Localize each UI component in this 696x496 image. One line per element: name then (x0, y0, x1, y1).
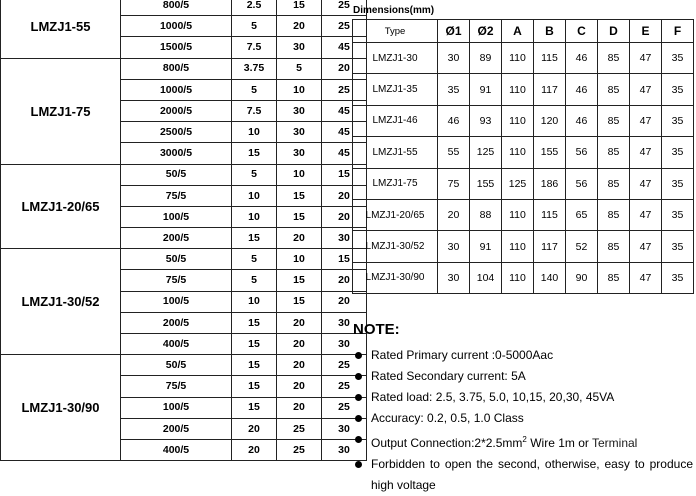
note-title: NOTE: (353, 321, 400, 338)
dimensions-cell: 47 (630, 105, 662, 136)
dimensions-cell: 186 (534, 168, 566, 199)
ratings-cell: 15 (322, 164, 367, 185)
ratings-cell: 20 (277, 334, 322, 355)
ratings-cell: 25 (322, 79, 367, 100)
ratings-cell: 100/5 (121, 206, 232, 227)
model-cell: LMZJ1-30/52 (1, 249, 121, 355)
dimensions-row (353, 74, 694, 105)
ratings-cell: 15 (277, 185, 322, 206)
ratings-cell: 15 (322, 249, 367, 270)
dimensions-cell: 65 (566, 199, 598, 230)
dimensions-cell: 35 (662, 74, 694, 105)
ratings-cell: 10 (232, 291, 277, 312)
ratings-cell: 25 (322, 16, 367, 37)
dimensions-cell: 85 (598, 168, 630, 199)
dimensions-cell: 125 (470, 137, 502, 168)
ratings-cell: 20 (277, 376, 322, 397)
ratings-cell: 800/5 (121, 58, 232, 79)
ratings-cell: 5 (232, 79, 277, 100)
dimensions-cell: 35 (662, 168, 694, 199)
model-cell: LMZJ1-20/65 (1, 164, 121, 249)
ratings-cell: 30 (277, 143, 322, 164)
ratings-cell: 20 (232, 439, 277, 460)
bullet-icon (355, 394, 362, 401)
dimensions-header-cell: F (662, 20, 694, 43)
note-list (353, 345, 693, 496)
dimensions-cell: 104 (470, 262, 502, 293)
ratings-cell: 15 (232, 228, 277, 249)
ratings-cell: 50/5 (121, 249, 232, 270)
dimensions-cell: 56 (566, 137, 598, 168)
ratings-cell: 30 (322, 418, 367, 439)
dimensions-cell: 110 (502, 105, 534, 136)
dimensions-cell: LMZJ1-30/90 (353, 262, 438, 293)
ratings-table (0, 0, 367, 461)
ratings-cell: 10 (232, 122, 277, 143)
dimensions-cell: LMZJ1-30 (353, 43, 438, 74)
dimensions-row (353, 262, 694, 293)
dimensions-cell: 117 (534, 74, 566, 105)
dimensions-cell: 75 (438, 168, 470, 199)
ratings-cell: 1000/5 (121, 79, 232, 100)
dimensions-cell: 30 (438, 43, 470, 74)
note-item-output: Output $Connection:2*2.5mm^2$ Wire 1m or Terminal (353, 429, 693, 454)
ratings-cell: 400/5 (121, 334, 232, 355)
dimensions-cell: 155 (534, 137, 566, 168)
dimensions-header-cell: A (502, 20, 534, 43)
dimensions-cell: 85 (598, 199, 630, 230)
ratings-cell: 50/5 (121, 164, 232, 185)
dimensions-cell: 52 (566, 231, 598, 262)
ratings-cell: 3.75 (232, 58, 277, 79)
dimensions-cell: 93 (470, 105, 502, 136)
model-cell: LMZJ1-30/90 (1, 355, 121, 461)
ratings-cell: 30 (322, 228, 367, 249)
dimensions-header-cell: Ø1 (438, 20, 470, 43)
dimensions-row (353, 43, 694, 74)
ratings-cell: 45 (322, 122, 367, 143)
note-item: Rated Primary current :0-5000Aac (353, 345, 693, 366)
dimensions-cell: 47 (630, 137, 662, 168)
ratings-cell: 20 (322, 58, 367, 79)
dimensions-row (353, 231, 694, 262)
dimensions-cell: 46 (438, 105, 470, 136)
ratings-cell: 25 (322, 376, 367, 397)
ratings-cell: 5 (232, 249, 277, 270)
ratings-cell: 2.5 (232, 0, 277, 16)
dimensions-cell: 46 (566, 74, 598, 105)
bullet-icon (355, 461, 362, 468)
dimensions-cell: 35 (662, 199, 694, 230)
ratings-cell: 30 (322, 312, 367, 333)
bullet-icon (355, 373, 362, 380)
ratings-cell: 15 (232, 312, 277, 333)
dimensions-cell: 91 (470, 74, 502, 105)
ratings-cell: 25 (322, 355, 367, 376)
bullet-icon (355, 436, 362, 443)
dimensions-cell: 35 (662, 43, 694, 74)
dimensions-cell: 115 (534, 43, 566, 74)
ratings-cell: 200/5 (121, 312, 232, 333)
ratings-cell: 75/5 (121, 185, 232, 206)
ratings-cell: 15 (232, 397, 277, 418)
ratings-cell: 5 (277, 58, 322, 79)
dimensions-cell: 56 (566, 168, 598, 199)
ratings-cell: 10 (277, 164, 322, 185)
dimensions-row (353, 168, 694, 199)
dimensions-header-row (353, 20, 694, 43)
ratings-cell: 10 (277, 79, 322, 100)
ratings-cell: 3000/5 (121, 143, 232, 164)
dimensions-header-cell: Ø2 (470, 20, 502, 43)
dimensions-row (353, 137, 694, 168)
dimensions-cell: 47 (630, 199, 662, 230)
ratings-cell: 45 (322, 100, 367, 121)
ratings-cell: 5 (232, 16, 277, 37)
dimensions-cell: 35 (662, 137, 694, 168)
dimensions-cell: 35 (438, 74, 470, 105)
dimensions-row (353, 105, 694, 136)
dimensions-cell: 110 (502, 74, 534, 105)
ratings-cell: 30 (322, 439, 367, 460)
dimensions-cell: 35 (662, 262, 694, 293)
ratings-row (1, 0, 367, 16)
ratings-cell: 20 (277, 16, 322, 37)
dimensions-cell: 110 (502, 43, 534, 74)
model-cell: LMZJ1-75 (1, 58, 121, 164)
dimensions-cell: 20 (438, 199, 470, 230)
dimensions-cell: 47 (630, 231, 662, 262)
ratings-cell: 15 (232, 334, 277, 355)
ratings-cell: 10 (277, 249, 322, 270)
dimensions-cell: 85 (598, 262, 630, 293)
dimensions-cell: 85 (598, 43, 630, 74)
dimensions-row (353, 199, 694, 230)
ratings-row (1, 355, 367, 376)
dimensions-cell: LMZJ1-30/52 (353, 231, 438, 262)
dimensions-cell: 110 (502, 137, 534, 168)
ratings-cell: 800/5 (121, 0, 232, 16)
ratings-cell: 30 (322, 334, 367, 355)
dimensions-cell: 55 (438, 137, 470, 168)
ratings-cell: 25 (277, 418, 322, 439)
dimensions-cell: LMZJ1-46 (353, 105, 438, 136)
ratings-cell: 20 (277, 228, 322, 249)
ratings-cell: 200/5 (121, 228, 232, 249)
ratings-cell: 15 (232, 355, 277, 376)
dimensions-header-cell: B (534, 20, 566, 43)
dimensions-cell: 47 (630, 43, 662, 74)
note-item: Rated load: 2.5, 3.75, 5.0, 10,15, 20,30, 45VA (353, 387, 693, 408)
dimensions-cell: 35 (662, 105, 694, 136)
ratings-cell: 1000/5 (121, 16, 232, 37)
ratings-cell: 45 (322, 143, 367, 164)
dimensions-cell: 90 (566, 262, 598, 293)
dimensions-cell: 155 (470, 168, 502, 199)
ratings-cell: 200/5 (121, 418, 232, 439)
dimensions-table (352, 19, 694, 294)
dimensions-cell: 88 (470, 199, 502, 230)
dimensions-header-cell: D (598, 20, 630, 43)
ratings-cell: 20 (277, 312, 322, 333)
ratings-cell: 15 (277, 206, 322, 227)
dimensions-cell: LMZJ1-75 (353, 168, 438, 199)
dimensions-cell: 89 (470, 43, 502, 74)
dimensions-cell: 117 (534, 231, 566, 262)
ratings-row (1, 164, 367, 185)
ratings-cell: 30 (277, 122, 322, 143)
dimensions-cell: 30 (438, 262, 470, 293)
dimensions-cell: LMZJ1-35 (353, 74, 438, 105)
ratings-cell: 2500/5 (121, 122, 232, 143)
ratings-cell: 15 (232, 143, 277, 164)
ratings-cell: 100/5 (121, 291, 232, 312)
ratings-cell: 20 (277, 355, 322, 376)
dimensions-cell: 35 (662, 231, 694, 262)
ratings-cell: 1500/5 (121, 37, 232, 58)
ratings-cell: 2000/5 (121, 100, 232, 121)
ratings-cell: 20 (322, 270, 367, 291)
dimensions-cell: 85 (598, 231, 630, 262)
dimensions-header-cell: E (630, 20, 662, 43)
note-item: Rated Secondary current: 5A (353, 366, 693, 387)
ratings-cell: 10 (232, 185, 277, 206)
ratings-cell: 100/5 (121, 397, 232, 418)
ratings-cell: 15 (277, 291, 322, 312)
note-item: Accuracy: 0.2, 0.5, 1.0 Class (353, 408, 693, 429)
dimensions-title: Dimensions(mm) (353, 5, 435, 16)
ratings-cell: 20 (322, 206, 367, 227)
dimensions-cell: 110 (502, 231, 534, 262)
dimensions-cell: 85 (598, 105, 630, 136)
ratings-cell: 5 (232, 270, 277, 291)
dimensions-cell: 125 (502, 168, 534, 199)
dimensions-header-cell: C (566, 20, 598, 43)
ratings-row (1, 58, 367, 79)
ratings-cell: 15 (277, 270, 322, 291)
dimensions-cell: 30 (438, 231, 470, 262)
ratings-cell: 400/5 (121, 439, 232, 460)
ratings-cell: 25 (322, 0, 367, 16)
ratings-cell: 10 (232, 206, 277, 227)
ratings-cell: 7.5 (232, 100, 277, 121)
ratings-cell: 25 (322, 397, 367, 418)
dimensions-cell: 91 (470, 231, 502, 262)
dimensions-cell: 85 (598, 137, 630, 168)
ratings-cell: 45 (322, 37, 367, 58)
ratings-cell: 15 (277, 0, 322, 16)
model-cell: LMZJ1-55 (1, 0, 121, 58)
dimensions-header-cell: Type (353, 20, 438, 43)
ratings-cell: 7.5 (232, 37, 277, 58)
dimensions-cell: LMZJ1-20/65 (353, 199, 438, 230)
dimensions-cell: 115 (534, 199, 566, 230)
dimensions-cell: 47 (630, 262, 662, 293)
dimensions-cell: 110 (502, 262, 534, 293)
note-item-warning: Forbidden to open the second, otherwise, easy to produce high voltage (353, 454, 693, 496)
dimensions-cell: 47 (630, 168, 662, 199)
dimensions-cell: 85 (598, 74, 630, 105)
ratings-cell: 5 (232, 164, 277, 185)
dimensions-cell: LMZJ1-55 (353, 137, 438, 168)
dimensions-cell: 46 (566, 43, 598, 74)
ratings-row (1, 249, 367, 270)
ratings-cell: 20 (232, 418, 277, 439)
dimensions-cell: 110 (502, 199, 534, 230)
bullet-icon (355, 415, 362, 422)
bullet-icon (355, 352, 362, 359)
ratings-cell: 50/5 (121, 355, 232, 376)
ratings-cell: 20 (277, 397, 322, 418)
dimensions-cell: 46 (566, 105, 598, 136)
ratings-cell: 75/5 (121, 270, 232, 291)
ratings-cell: 20 (322, 291, 367, 312)
ratings-cell: 30 (277, 100, 322, 121)
ratings-cell: 75/5 (121, 376, 232, 397)
ratings-cell: 20 (322, 185, 367, 206)
dimensions-cell: 47 (630, 74, 662, 105)
dimensions-cell: 120 (534, 105, 566, 136)
ratings-cell: 25 (277, 439, 322, 460)
ratings-cell: 15 (232, 376, 277, 397)
ratings-cell: 30 (277, 37, 322, 58)
dimensions-cell: 140 (534, 262, 566, 293)
